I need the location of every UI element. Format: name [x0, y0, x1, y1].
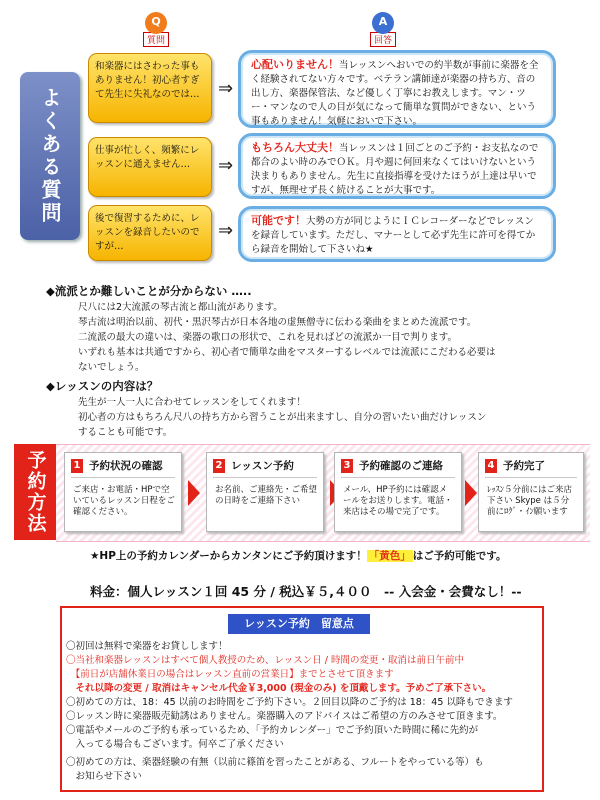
caution-line: それ以降の変更 / 取消はキャンセル代金￥3,000 (現金のみ) を頂戴します。予めご了承下さい。: [66, 683, 492, 694]
caution-line: 〇電話やメールのご予約も承っているため、「予約カレンダー」でご予約頂いた時間に稀に先約が: [66, 725, 479, 736]
reservation-step-2: 2 レッスン予約 お名前、ご連絡先・ご希望の日時をご連絡下さい: [206, 452, 324, 532]
faq-answer-3: [238, 206, 556, 262]
answer-badge: [370, 12, 396, 47]
section-body-ryuha: [78, 300, 548, 375]
faq-answer-3-text: 大勢の方が同じようにＩＣレコーダーなどでレッスンを録音しています。ただし、マナーとして必ず先生に許可を得てから録音を開始して下さいね★: [251, 216, 536, 255]
arrow-icon: ⇒: [218, 78, 234, 99]
caution-line: 【前日が店舗休業日の場合はレッスン直前の営業日】までとさせて頂きます: [66, 669, 394, 680]
body-line: 二流派の最大の違いは、楽器の歌口の形状で、これを見ればどの流派か一目で判ります。: [78, 332, 458, 343]
reservation-step-4: 4 予約完了 ﾚｯｽﾝ５分前にはご来店下さい Skype は５分前にﾛｸﾞ・ｲﾝ願います: [478, 452, 584, 532]
body-line: 初心者の方はもちろん尺八の持ち方から習うことが出来ますし、自分の習いたい曲だけレッスン: [78, 412, 487, 423]
section-heading-lesson: ◆レッスンの内容は？: [46, 379, 159, 393]
yellow-highlight: 「黄色」: [368, 550, 411, 562]
section-heading-ryuha: ◆流派とか難しいことが分からない …..: [46, 284, 252, 298]
caution-line: 入ってる場合もございます。何卒ご了承ください: [66, 739, 284, 750]
caution-title: レッスン予約 留意点: [228, 614, 370, 634]
body-line: 先生が一人一人に合わせてレッスンをしてくれます！: [78, 397, 306, 408]
answer-mark-icon: A: [372, 12, 394, 34]
caution-line: お知らせ下さい: [66, 771, 142, 782]
step-arrow-icon: [188, 480, 200, 506]
lesson-fee: 料金：個人レッスン１回 45 分 / 税込￥５,４００ -- 入会金・会費なし！--: [90, 584, 522, 599]
question-badge: [143, 12, 169, 47]
reservation-step-3: 3 予約確認のご連絡 メール、HP予約には確認メールをお送りします。電話・来店はその場で完了です。: [334, 452, 462, 532]
arrow-icon: ⇒: [218, 220, 234, 241]
faq-answer-2-highlight: もちろん大丈夫！: [251, 141, 339, 154]
body-line: ないでしょう。: [78, 362, 145, 373]
body-line: いずれも基本は共通ですから、初心者で簡単な曲をマスターするレベルでは流派にこだわる必要は: [78, 347, 496, 358]
faq-side-title: よくある質問: [20, 72, 80, 240]
caution-line: 〇当社和楽器レッスンはすべて個人教授のため、レッスン日 / 時間の変更・取消は前日午前中: [66, 655, 464, 666]
faq-answer-1: [238, 50, 556, 128]
faq-question-2: 仕事が忙しく、頻繁にレッスンに通えません…: [88, 137, 212, 197]
faq-answer-1-highlight: 心配いりません！: [251, 58, 339, 71]
faq-question-1: 和楽器にはさわった事もありません！初心者すぎて先生に失礼なのでは…: [88, 53, 212, 123]
section-body-lesson: [78, 395, 548, 440]
arrow-icon: ⇒: [218, 155, 234, 176]
body-line: 尺八には2大流派の琴古流と都山流があります。: [78, 302, 283, 313]
caution-line: 〇初めての方は、楽器経験の有無（以前に篠笛を習ったことがある、フルートをやっている等）も: [66, 757, 484, 768]
caution-line: 〇レッスン時に楽器販売勧誘はありません。楽器購入のアドバイスはご希望の方のみさせて頂きます。: [66, 711, 503, 722]
caution-line: 〇初回は無料で楽器をお貸しします！: [66, 641, 228, 652]
faq-answer-1-text: 当レッスンへおいでの約半数が事前に楽器を全く経験されてない方々です。ベテラン講師達が楽器の持ち方、音の出し方、楽器保管法、など優しく丁寧にお教えします。マン・ツー・マンなので人の目が気になって簡単な質問ができない、という事もありません！気軽においで下さい。: [251, 60, 539, 127]
question-mark-icon: Q: [145, 12, 167, 34]
faq-answer-2: [238, 133, 556, 199]
body-line: することも可能です。: [78, 427, 173, 438]
body-line: 琴古流は明治以前、初代・黒沢琴古が日本各地の虚無僧寺に伝わる楽曲をまとめた流派です。: [78, 317, 477, 328]
faq-question-3: 後で復習するために、レッスンを録音したいのですが…: [88, 205, 212, 261]
calendar-note: ★HP上の予約カレンダーからカンタンにご予約頂けます！ 「黄色」 はご予約可能です。: [90, 550, 507, 562]
faq-answer-2-text: 当レッスンは１回ごとのご予約・お支払なので都合のよい時のみでＯＫ。月や週に何回来なくてはいけないという決まりもありません。先生に直接指導を受けたほうが上達は早いですが、無理せず長く続けることが大事です。: [251, 143, 539, 196]
caution-line: 〇初めての方は、18：45 以前のお時間をご予約下さい。２回目以降のご予約は 18：45 以降もできます: [66, 697, 513, 708]
faq-answer-3-highlight: 可能です！: [251, 214, 306, 227]
answer-tag: 回答: [370, 32, 396, 47]
reservation-step-1: 1 予約状況の確認 ご来店・お電話・HPで空いているレッスン日程をご確認ください。: [64, 452, 182, 532]
question-tag: 質問: [143, 32, 169, 47]
step-arrow-icon: [465, 480, 477, 506]
reservation-side-title: 予約方法: [14, 444, 56, 540]
